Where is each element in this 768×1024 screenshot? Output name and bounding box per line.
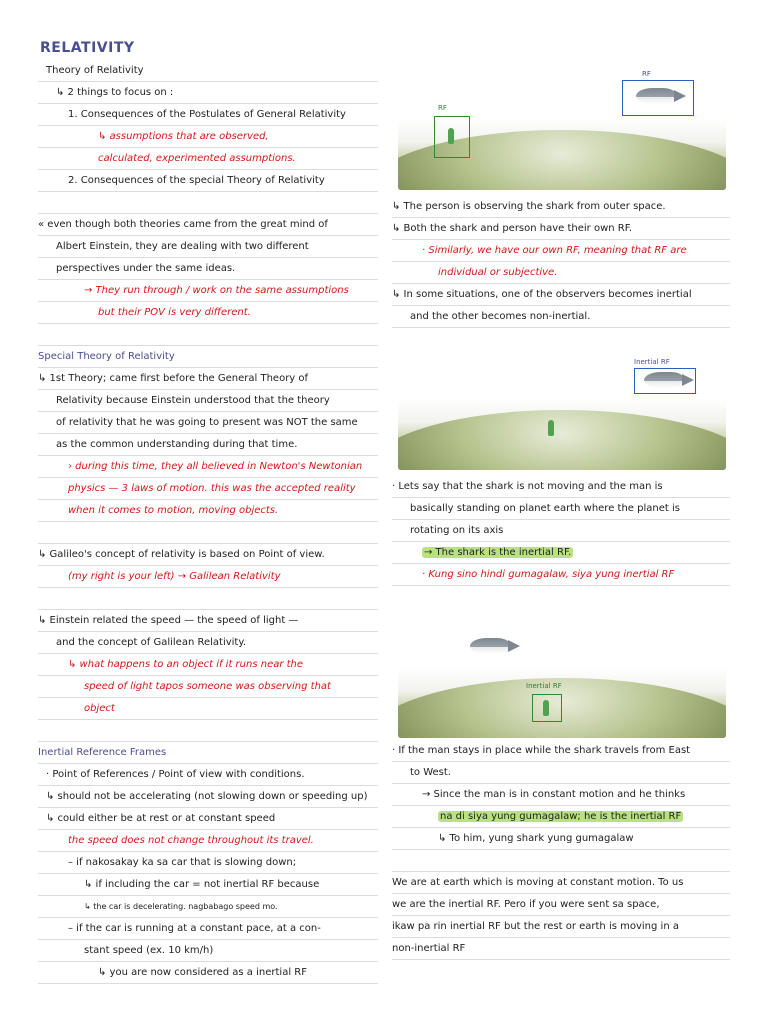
- note-line: [392, 850, 730, 872]
- note-text: stant speed (ex. 10 km/h): [84, 945, 214, 956]
- note-line: [38, 522, 378, 544]
- note-line: [38, 808, 378, 830]
- inertial-rf-label-3: Inertial RF: [526, 682, 562, 690]
- note-line: [38, 544, 378, 566]
- note-line: [38, 742, 378, 764]
- illustration-space-earth-2: [398, 350, 726, 470]
- note-line: [38, 654, 378, 676]
- note-line: [392, 240, 730, 262]
- note-line: [38, 896, 378, 918]
- note-text: but their POV is very different.: [98, 307, 251, 318]
- person-rf-label: RF: [438, 104, 447, 112]
- note-line: [38, 324, 378, 346]
- note-text: ↳ you are now considered as a inertial RF: [98, 967, 307, 978]
- note-text: ↳ Both the shark and person have their own RF.: [392, 223, 633, 234]
- right-notes-c-wrap: [392, 740, 730, 960]
- person-figure-3: [543, 700, 549, 716]
- note-line: [38, 830, 378, 852]
- note-text: → Since the man is in constant motion and he thinks: [422, 789, 686, 800]
- note-line: [38, 170, 378, 192]
- note-line: [392, 262, 730, 284]
- note-line: [392, 284, 730, 306]
- note-line: [38, 962, 378, 984]
- note-line: [38, 192, 378, 214]
- note-line: [392, 476, 730, 498]
- note-line: [38, 104, 378, 126]
- note-text: to West.: [410, 767, 451, 778]
- note-text: → The shark is the inertial RF.: [424, 547, 572, 558]
- note-text: ikaw pa rin inertial RF but the rest or earth is moving in a: [392, 921, 679, 932]
- note-text: ↳ should not be accelerating (not slowing down or speeding up): [46, 791, 368, 802]
- note-line: [38, 214, 378, 236]
- note-line: [38, 126, 378, 148]
- note-line: [38, 940, 378, 962]
- person-figure: [448, 128, 454, 144]
- note-line: [38, 478, 378, 500]
- note-text: perspectives under the same ideas.: [56, 263, 236, 274]
- inertial-rf-label-2: Inertial RF: [634, 358, 670, 366]
- note-text: Theory of Relativity: [46, 65, 144, 76]
- illustration-space-earth-3: [398, 620, 726, 738]
- note-line: [38, 566, 378, 588]
- note-line: [392, 520, 730, 542]
- note-line: [392, 938, 730, 960]
- note-line: [38, 786, 378, 808]
- note-text: ↳ To him, yung shark yung gumagalaw: [438, 833, 634, 844]
- note-line: [38, 610, 378, 632]
- note-text: ↳ 1st Theory; came first before the General Theory of: [38, 373, 309, 384]
- note-line: [392, 218, 730, 240]
- note-text: – if the car is running at a constant pace, at a con-: [68, 923, 321, 934]
- note-line: [38, 82, 378, 104]
- note-line: [392, 740, 730, 762]
- note-text: physics — 3 laws of motion. this was the accepted reality: [68, 483, 356, 494]
- note-text: and the other becomes non-inertial.: [410, 311, 591, 322]
- right-notes-a-wrap: [392, 196, 730, 328]
- note-line: [392, 762, 730, 784]
- note-line: [38, 148, 378, 170]
- note-line: [392, 828, 730, 850]
- note-line: [38, 368, 378, 390]
- note-text: → They run through / work on the same assumptions: [84, 285, 349, 296]
- note-line: [38, 500, 378, 522]
- note-line: [38, 390, 378, 412]
- note-text: when it comes to motion, moving objects.: [68, 505, 279, 516]
- note-line: [38, 258, 378, 280]
- note-line: [38, 632, 378, 654]
- note-text: ↳ assumptions that are observed,: [98, 131, 269, 142]
- note-line: [38, 698, 378, 720]
- note-text: the speed does not change throughout its travel.: [68, 835, 314, 846]
- note-text: 1. Consequences of the Postulates of General Relativity: [68, 109, 346, 120]
- right-column: [392, 60, 730, 1004]
- note-text: Special Theory of Relativity: [38, 351, 175, 362]
- note-line: [392, 784, 730, 806]
- note-line: [38, 588, 378, 610]
- note-line: [392, 564, 730, 586]
- note-line: [38, 434, 378, 456]
- note-text: Relativity because Einstein understood that the theory: [56, 395, 330, 406]
- note-text: individual or subjective.: [438, 267, 558, 278]
- note-text: « even though both theories came from the great mind of: [38, 219, 328, 230]
- note-text: Albert Einstein, they are dealing with two different: [56, 241, 309, 252]
- shark-figure: [636, 88, 676, 104]
- note-line: [38, 676, 378, 698]
- note-line: [392, 806, 730, 828]
- note-line: [38, 852, 378, 874]
- note-text: object: [84, 703, 115, 714]
- note-line: [38, 412, 378, 434]
- note-line: [38, 456, 378, 478]
- note-line: [392, 306, 730, 328]
- note-text: › during this time, they all believed in Newton's Newtonian: [68, 461, 363, 472]
- right-notes-b-wrap: [392, 476, 730, 586]
- note-text: na di siya yung gumagalaw; he is the inertial RF: [440, 811, 682, 822]
- note-line: [38, 720, 378, 742]
- note-line: [392, 916, 730, 938]
- note-text: ↳ could either be at rest or at constant speed: [46, 813, 276, 824]
- note-line: [392, 196, 730, 218]
- note-line: [38, 302, 378, 324]
- page-title: RELATIVITY: [40, 40, 135, 56]
- note-text: ↳ if including the car = not inertial RF because: [84, 879, 320, 890]
- note-text: Inertial Reference Frames: [38, 747, 167, 758]
- note-text: · If the man stays in place while the shark travels from East: [392, 745, 691, 756]
- note-line: [38, 60, 378, 82]
- note-line: [38, 346, 378, 368]
- note-text: ↳ what happens to an object if it runs near the: [68, 659, 304, 670]
- note-line: [392, 894, 730, 916]
- note-line: [38, 764, 378, 786]
- shark-figure-3: [470, 638, 510, 654]
- note-line: [392, 542, 730, 564]
- note-text: 2. Consequences of the special Theory of Relativity: [68, 175, 325, 186]
- note-text: ↳ the car is decelerating. nagbabago speed mo.: [84, 902, 278, 911]
- note-text: basically standing on planet earth where the planet is: [410, 503, 680, 514]
- illustration-space-earth-1: [398, 70, 726, 190]
- note-text: · Kung sino hindi gumagalaw, siya yung inertial RF: [422, 569, 675, 580]
- note-text: · Similarly, we have our own RF, meaning that RF are: [422, 245, 687, 256]
- note-text: of relativity that he was going to present was NOT the same: [56, 417, 358, 428]
- left-column: [38, 60, 378, 1004]
- shark-figure-2: [644, 372, 684, 388]
- note-text: ↳ 2 things to focus on :: [56, 87, 174, 98]
- note-line: [38, 918, 378, 940]
- note-text: (my right is your left) → Galilean Relativity: [68, 571, 281, 582]
- note-line: [392, 498, 730, 520]
- note-text: we are the inertial RF. Pero if you were sent sa space,: [392, 899, 660, 910]
- note-text: non-inertial RF: [392, 943, 466, 954]
- note-text: · Lets say that the shark is not moving and the man is: [392, 481, 663, 492]
- person-figure-2: [548, 420, 554, 436]
- note-line: [38, 280, 378, 302]
- note-text: and the concept of Galilean Relativity.: [56, 637, 247, 648]
- note-line: [38, 236, 378, 258]
- shark-rf-label: RF: [642, 70, 651, 78]
- note-text: ↳ In some situations, one of the observers becomes inertial: [392, 289, 692, 300]
- note-text: rotating on its axis: [410, 525, 504, 536]
- note-text: – if nakosakay ka sa car that is slowing down;: [68, 857, 297, 868]
- earth-illustration-3: [398, 678, 726, 738]
- note-line: [38, 874, 378, 896]
- note-text: ↳ Einstein related the speed — the speed of light —: [38, 615, 299, 626]
- note-line: [392, 872, 730, 894]
- note-text: calculated, experimented assumptions.: [98, 153, 296, 164]
- earth-illustration-2: [398, 410, 726, 470]
- note-text: as the common understanding during that time.: [56, 439, 298, 450]
- note-text: ↳ The person is observing the shark from outer space.: [392, 201, 666, 212]
- note-text: · Point of References / Point of view with conditions.: [46, 769, 305, 780]
- note-text: We are at earth which is moving at constant motion. To us: [392, 877, 684, 888]
- note-text: speed of light tapos someone was observing that: [84, 681, 331, 692]
- note-text: ↳ Galileo's concept of relativity is based on Point of view.: [38, 549, 325, 560]
